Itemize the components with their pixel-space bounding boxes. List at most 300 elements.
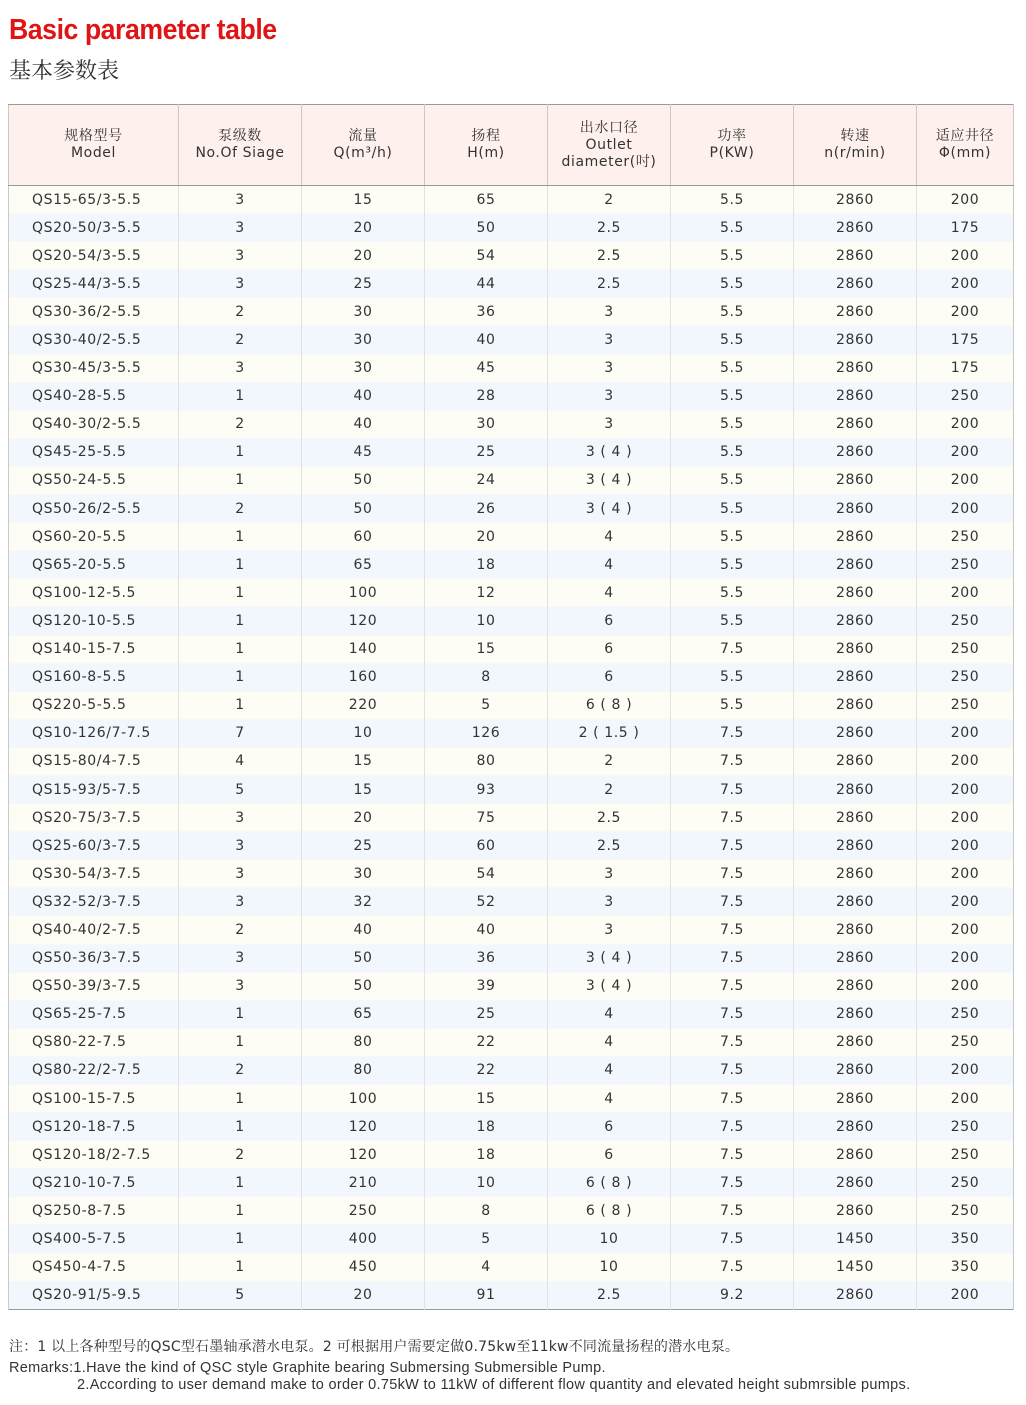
cell-well-diameter: 250 <box>917 1197 1014 1225</box>
cell-stages: 1 <box>179 1225 302 1253</box>
cell-flow: 400 <box>302 1225 425 1253</box>
column-header-line: 规格型号 <box>64 128 123 144</box>
cell-outlet-diameter: 2.5 <box>548 1281 671 1309</box>
cell-model: QS10-126/7-7.5 <box>9 719 179 747</box>
cell-head: 36 <box>425 944 548 972</box>
table-row <box>9 1085 1014 1113</box>
cell-flow: 250 <box>302 1197 425 1225</box>
cell-stages: 1 <box>179 551 302 579</box>
cell-stages: 5 <box>179 775 302 803</box>
cell-head: 39 <box>425 972 548 1000</box>
cell-stages: 3 <box>179 804 302 832</box>
cell-stages: 1 <box>179 438 302 466</box>
cell-power: 7.5 <box>671 888 794 916</box>
table-row <box>9 1169 1014 1197</box>
cell-head: 4 <box>425 1253 548 1281</box>
table-row <box>9 551 1014 579</box>
cell-well-diameter: 350 <box>917 1253 1014 1281</box>
cell-well-diameter: 250 <box>917 1028 1014 1056</box>
cell-well-diameter: 200 <box>917 495 1014 523</box>
cell-outlet-diameter: 4 <box>548 1056 671 1084</box>
cell-well-diameter: 200 <box>917 747 1014 775</box>
remarks <box>9 1360 910 1394</box>
cell-speed: 1450 <box>794 1225 917 1253</box>
cell-power: 5.5 <box>671 466 794 494</box>
cell-well-diameter: 175 <box>917 214 1014 242</box>
cell-head: 50 <box>425 214 548 242</box>
table-row <box>9 1028 1014 1056</box>
cell-stages: 2 <box>179 1056 302 1084</box>
cell-power: 7.5 <box>671 1253 794 1281</box>
cell-stages: 1 <box>179 523 302 551</box>
cell-speed: 2860 <box>794 270 917 298</box>
column-header-line: 扬程 <box>471 128 501 144</box>
cell-power: 7.5 <box>671 747 794 775</box>
cell-power: 7.5 <box>671 916 794 944</box>
cell-head: 22 <box>425 1056 548 1084</box>
cell-well-diameter: 200 <box>917 438 1014 466</box>
cell-stages: 3 <box>179 270 302 298</box>
cell-well-diameter: 200 <box>917 270 1014 298</box>
table-row <box>9 1253 1014 1281</box>
cell-stages: 3 <box>179 944 302 972</box>
cell-power: 7.5 <box>671 1085 794 1113</box>
cell-power: 5.5 <box>671 607 794 635</box>
cell-outlet-diameter: 4 <box>548 1085 671 1113</box>
cell-speed: 2860 <box>794 382 917 410</box>
cell-speed: 2860 <box>794 916 917 944</box>
cell-model: QS65-25-7.5 <box>9 1000 179 1028</box>
cell-head: 18 <box>425 1113 548 1141</box>
cell-model: QS40-40/2-7.5 <box>9 916 179 944</box>
cell-outlet-diameter: 3 ( 4 ) <box>548 495 671 523</box>
table-row <box>9 382 1014 410</box>
cell-flow: 20 <box>302 804 425 832</box>
table-row <box>9 438 1014 466</box>
cell-model: QS220-5-5.5 <box>9 691 179 719</box>
cell-speed: 2860 <box>794 1056 917 1084</box>
cell-head: 8 <box>425 1197 548 1225</box>
cell-head: 52 <box>425 888 548 916</box>
cell-head: 18 <box>425 551 548 579</box>
cell-stages: 1 <box>179 466 302 494</box>
cell-speed: 2860 <box>794 832 917 860</box>
cell-flow: 20 <box>302 242 425 270</box>
cell-model: QS250-8-7.5 <box>9 1197 179 1225</box>
cell-head: 10 <box>425 607 548 635</box>
column-header-line: Q(m³/h) <box>333 145 393 161</box>
cell-model: QS30-45/3-5.5 <box>9 354 179 382</box>
cell-stages: 1 <box>179 1085 302 1113</box>
cell-head: 45 <box>425 354 548 382</box>
cell-well-diameter: 200 <box>917 832 1014 860</box>
column-header-model <box>9 105 179 186</box>
cell-stages: 3 <box>179 186 302 214</box>
cell-power: 7.5 <box>671 972 794 1000</box>
cell-well-diameter: 250 <box>917 607 1014 635</box>
page-title: Basic parameter table <box>9 14 277 46</box>
cell-well-diameter: 250 <box>917 1169 1014 1197</box>
cell-model: QS120-18/2-7.5 <box>9 1141 179 1169</box>
cell-outlet-diameter: 2 <box>548 747 671 775</box>
cell-outlet-diameter: 6 <box>548 635 671 663</box>
cell-speed: 2860 <box>794 663 917 691</box>
cell-model: QS30-40/2-5.5 <box>9 326 179 354</box>
cell-model: QS450-4-7.5 <box>9 1253 179 1281</box>
cell-flow: 40 <box>302 382 425 410</box>
cell-flow: 50 <box>302 972 425 1000</box>
cell-well-diameter: 250 <box>917 691 1014 719</box>
cell-head: 25 <box>425 438 548 466</box>
cell-power: 5.5 <box>671 579 794 607</box>
cell-stages: 1 <box>179 1169 302 1197</box>
cell-head: 15 <box>425 1085 548 1113</box>
cell-well-diameter: 175 <box>917 326 1014 354</box>
cell-stages: 1 <box>179 1113 302 1141</box>
cell-power: 5.5 <box>671 242 794 270</box>
cell-flow: 100 <box>302 1085 425 1113</box>
cell-speed: 2860 <box>794 888 917 916</box>
cell-outlet-diameter: 6 <box>548 607 671 635</box>
cell-well-diameter: 250 <box>917 635 1014 663</box>
cell-flow: 20 <box>302 214 425 242</box>
cell-outlet-diameter: 3 <box>548 916 671 944</box>
note-chinese: 注：1 以上各种型号的QSC型石墨轴承潜水电泵。2 可根据用户需要定做0.75kw至11kw不同流量扬程的潜水电泵。 <box>9 1339 740 1355</box>
cell-power: 5.5 <box>671 270 794 298</box>
cell-model: QS50-39/3-7.5 <box>9 972 179 1000</box>
cell-speed: 2860 <box>794 1169 917 1197</box>
cell-outlet-diameter: 6 <box>548 1141 671 1169</box>
table-row <box>9 523 1014 551</box>
table-header-row <box>9 105 1014 186</box>
column-header-speed <box>794 105 917 186</box>
cell-flow: 60 <box>302 523 425 551</box>
cell-flow: 25 <box>302 270 425 298</box>
cell-head: 26 <box>425 495 548 523</box>
table-row <box>9 663 1014 691</box>
cell-stages: 1 <box>179 1000 302 1028</box>
cell-model: QS120-18-7.5 <box>9 1113 179 1141</box>
cell-power: 7.5 <box>671 1169 794 1197</box>
cell-flow: 30 <box>302 298 425 326</box>
cell-well-diameter: 200 <box>917 719 1014 747</box>
cell-head: 25 <box>425 1000 548 1028</box>
cell-model: QS45-25-5.5 <box>9 438 179 466</box>
cell-head: 44 <box>425 270 548 298</box>
cell-speed: 1450 <box>794 1253 917 1281</box>
cell-model: QS400-5-7.5 <box>9 1225 179 1253</box>
cell-stages: 3 <box>179 214 302 242</box>
cell-power: 5.5 <box>671 551 794 579</box>
remarks-line-1: Remarks:1.Have the kind of QSC style Graphite bearing Submersing Submersible Pump. <box>9 1360 606 1376</box>
cell-stages: 7 <box>179 719 302 747</box>
cell-outlet-diameter: 3 <box>548 382 671 410</box>
cell-speed: 2860 <box>794 1141 917 1169</box>
table-row <box>9 747 1014 775</box>
cell-flow: 40 <box>302 410 425 438</box>
table-row <box>9 214 1014 242</box>
cell-outlet-diameter: 4 <box>548 551 671 579</box>
cell-flow: 65 <box>302 1000 425 1028</box>
cell-speed: 2860 <box>794 1113 917 1141</box>
table-row <box>9 916 1014 944</box>
cell-well-diameter: 250 <box>917 551 1014 579</box>
cell-speed: 2860 <box>794 466 917 494</box>
cell-power: 5.5 <box>671 186 794 214</box>
cell-speed: 2860 <box>794 691 917 719</box>
cell-flow: 140 <box>302 635 425 663</box>
cell-well-diameter: 200 <box>917 916 1014 944</box>
cell-head: 54 <box>425 242 548 270</box>
column-header-line: 适应井径 <box>935 128 995 144</box>
table-row <box>9 775 1014 803</box>
cell-head: 60 <box>425 832 548 860</box>
cell-head: 30 <box>425 410 548 438</box>
table-row <box>9 607 1014 635</box>
cell-stages: 2 <box>179 298 302 326</box>
table-row <box>9 1141 1014 1169</box>
cell-head: 5 <box>425 691 548 719</box>
cell-power: 5.5 <box>671 298 794 326</box>
cell-flow: 15 <box>302 747 425 775</box>
table-row <box>9 944 1014 972</box>
column-header-line: n(r/min) <box>824 145 886 161</box>
cell-flow: 50 <box>302 466 425 494</box>
cell-flow: 50 <box>302 944 425 972</box>
cell-outlet-diameter: 3 ( 4 ) <box>548 466 671 494</box>
table-row <box>9 326 1014 354</box>
cell-model: QS15-80/4-7.5 <box>9 747 179 775</box>
cell-stages: 1 <box>179 1028 302 1056</box>
column-header-line: H(m) <box>467 145 505 161</box>
cell-well-diameter: 350 <box>917 1225 1014 1253</box>
cell-flow: 120 <box>302 607 425 635</box>
cell-outlet-diameter: 3 <box>548 888 671 916</box>
cell-power: 7.5 <box>671 775 794 803</box>
cell-head: 65 <box>425 186 548 214</box>
table-row <box>9 1281 1014 1309</box>
cell-well-diameter: 250 <box>917 382 1014 410</box>
cell-well-diameter: 200 <box>917 242 1014 270</box>
cell-well-diameter: 200 <box>917 298 1014 326</box>
cell-stages: 2 <box>179 916 302 944</box>
table-row <box>9 1197 1014 1225</box>
cell-flow: 450 <box>302 1253 425 1281</box>
cell-model: QS30-36/2-5.5 <box>9 298 179 326</box>
cell-speed: 2860 <box>794 551 917 579</box>
cell-head: 5 <box>425 1225 548 1253</box>
table-row <box>9 466 1014 494</box>
cell-model: QS20-91/5-9.5 <box>9 1281 179 1309</box>
cell-model: QS160-8-5.5 <box>9 663 179 691</box>
cell-flow: 40 <box>302 916 425 944</box>
cell-speed: 2860 <box>794 747 917 775</box>
cell-outlet-diameter: 6 ( 8 ) <box>548 1197 671 1225</box>
cell-model: QS120-10-5.5 <box>9 607 179 635</box>
cell-outlet-diameter: 3 <box>548 354 671 382</box>
table-row <box>9 719 1014 747</box>
cell-stages: 3 <box>179 860 302 888</box>
cell-outlet-diameter: 3 ( 4 ) <box>548 972 671 1000</box>
cell-power: 7.5 <box>671 1141 794 1169</box>
cell-flow: 10 <box>302 719 425 747</box>
cell-outlet-diameter: 3 <box>548 298 671 326</box>
cell-flow: 120 <box>302 1141 425 1169</box>
cell-stages: 1 <box>179 1253 302 1281</box>
table-row <box>9 972 1014 1000</box>
cell-well-diameter: 200 <box>917 888 1014 916</box>
cell-outlet-diameter: 2.5 <box>548 832 671 860</box>
table-row <box>9 635 1014 663</box>
cell-power: 5.5 <box>671 326 794 354</box>
column-header-power <box>671 105 794 186</box>
cell-model: QS40-30/2-5.5 <box>9 410 179 438</box>
column-header-well-diameter <box>917 105 1014 186</box>
cell-outlet-diameter: 2.5 <box>548 270 671 298</box>
cell-stages: 1 <box>179 382 302 410</box>
cell-power: 7.5 <box>671 1197 794 1225</box>
cell-speed: 2860 <box>794 775 917 803</box>
cell-power: 7.5 <box>671 1056 794 1084</box>
cell-speed: 2860 <box>794 214 917 242</box>
cell-model: QS25-44/3-5.5 <box>9 270 179 298</box>
cell-speed: 2860 <box>794 298 917 326</box>
cell-outlet-diameter: 6 <box>548 663 671 691</box>
cell-speed: 2860 <box>794 972 917 1000</box>
table-row <box>9 242 1014 270</box>
cell-outlet-diameter: 2.5 <box>548 214 671 242</box>
cell-outlet-diameter: 2 <box>548 186 671 214</box>
cell-power: 5.5 <box>671 663 794 691</box>
cell-flow: 25 <box>302 832 425 860</box>
cell-model: QS32-52/3-7.5 <box>9 888 179 916</box>
cell-outlet-diameter: 4 <box>548 523 671 551</box>
cell-flow: 50 <box>302 495 425 523</box>
cell-model: QS40-28-5.5 <box>9 382 179 410</box>
cell-outlet-diameter: 3 ( 4 ) <box>548 438 671 466</box>
column-header-stages <box>179 105 302 186</box>
cell-flow: 100 <box>302 579 425 607</box>
cell-outlet-diameter: 4 <box>548 1028 671 1056</box>
column-header-line: diameter(吋) <box>561 153 657 170</box>
cell-flow: 30 <box>302 326 425 354</box>
cell-speed: 2860 <box>794 495 917 523</box>
cell-flow: 160 <box>302 663 425 691</box>
table-row <box>9 495 1014 523</box>
cell-power: 7.5 <box>671 804 794 832</box>
remarks-line-2: 2.According to user demand make to order 0.75kW to 11kW of different flow quantity and elevated height submrsible pumps. <box>77 1377 911 1393</box>
cell-head: 80 <box>425 747 548 775</box>
cell-speed: 2860 <box>794 579 917 607</box>
cell-stages: 4 <box>179 747 302 775</box>
cell-well-diameter: 200 <box>917 804 1014 832</box>
parameter-table <box>8 104 1014 1310</box>
cell-well-diameter: 200 <box>917 466 1014 494</box>
cell-outlet-diameter: 2.5 <box>548 242 671 270</box>
cell-head: 12 <box>425 579 548 607</box>
cell-power: 5.5 <box>671 438 794 466</box>
column-header-line: Outlet <box>585 136 633 153</box>
cell-flow: 45 <box>302 438 425 466</box>
cell-stages: 3 <box>179 972 302 1000</box>
cell-outlet-diameter: 10 <box>548 1253 671 1281</box>
column-header-line: 泵级数 <box>218 128 262 144</box>
cell-well-diameter: 250 <box>917 1000 1014 1028</box>
cell-power: 7.5 <box>671 719 794 747</box>
cell-head: 28 <box>425 382 548 410</box>
cell-head: 20 <box>425 523 548 551</box>
table-row <box>9 1113 1014 1141</box>
cell-outlet-diameter: 6 ( 8 ) <box>548 691 671 719</box>
table-row <box>9 298 1014 326</box>
table-row <box>9 691 1014 719</box>
cell-flow: 80 <box>302 1056 425 1084</box>
column-header-line: 转速 <box>840 128 870 144</box>
column-header-line: Φ(mm) <box>938 145 992 161</box>
cell-flow: 32 <box>302 888 425 916</box>
cell-power: 7.5 <box>671 1000 794 1028</box>
cell-model: QS50-36/3-7.5 <box>9 944 179 972</box>
cell-head: 75 <box>425 804 548 832</box>
cell-power: 5.5 <box>671 523 794 551</box>
cell-head: 126 <box>425 719 548 747</box>
column-header-line: 出水口径 <box>579 119 639 136</box>
cell-well-diameter: 200 <box>917 972 1014 1000</box>
cell-flow: 15 <box>302 775 425 803</box>
cell-outlet-diameter: 3 ( 4 ) <box>548 944 671 972</box>
cell-flow: 20 <box>302 1281 425 1309</box>
cell-power: 7.5 <box>671 1113 794 1141</box>
cell-stages: 1 <box>179 607 302 635</box>
table-row <box>9 354 1014 382</box>
table-row <box>9 888 1014 916</box>
cell-stages: 3 <box>179 242 302 270</box>
cell-speed: 2860 <box>794 635 917 663</box>
cell-stages: 3 <box>179 832 302 860</box>
cell-model: QS15-65/3-5.5 <box>9 186 179 214</box>
cell-speed: 2860 <box>794 607 917 635</box>
cell-well-diameter: 200 <box>917 1085 1014 1113</box>
cell-outlet-diameter: 3 <box>548 326 671 354</box>
cell-well-diameter: 175 <box>917 354 1014 382</box>
cell-power: 7.5 <box>671 832 794 860</box>
cell-well-diameter: 200 <box>917 1056 1014 1084</box>
cell-model: QS50-24-5.5 <box>9 466 179 494</box>
column-header-line: No.Of Siage <box>195 145 285 161</box>
cell-stages: 2 <box>179 326 302 354</box>
cell-head: 91 <box>425 1281 548 1309</box>
column-header-line: Model <box>70 145 117 161</box>
page-subtitle: 基本参数表 <box>9 59 120 84</box>
cell-head: 15 <box>425 635 548 663</box>
cell-power: 7.5 <box>671 860 794 888</box>
cell-head: 54 <box>425 860 548 888</box>
cell-power: 5.5 <box>671 214 794 242</box>
cell-stages: 1 <box>179 663 302 691</box>
cell-power: 7.5 <box>671 1225 794 1253</box>
cell-stages: 3 <box>179 888 302 916</box>
cell-flow: 30 <box>302 354 425 382</box>
table-row <box>9 832 1014 860</box>
cell-well-diameter: 250 <box>917 523 1014 551</box>
cell-model: QS100-12-5.5 <box>9 579 179 607</box>
cell-model: QS15-93/5-7.5 <box>9 775 179 803</box>
cell-speed: 2860 <box>794 354 917 382</box>
cell-power: 7.5 <box>671 635 794 663</box>
cell-power: 5.5 <box>671 354 794 382</box>
cell-speed: 2860 <box>794 186 917 214</box>
cell-head: 10 <box>425 1169 548 1197</box>
